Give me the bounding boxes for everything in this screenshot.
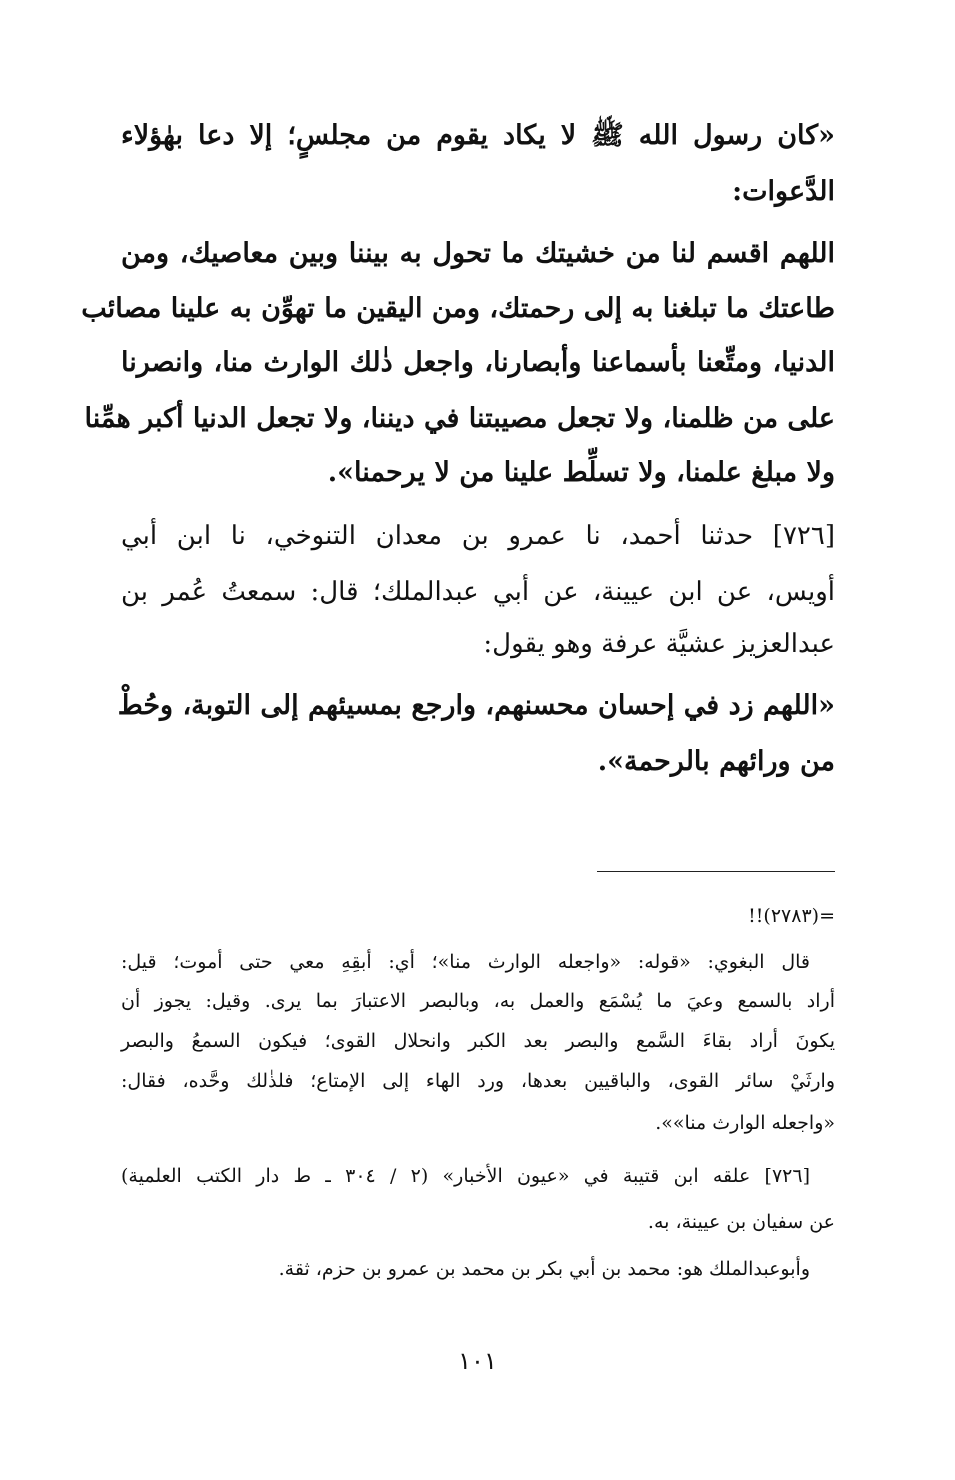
dua-text-line-5: ولا مبلغ علمنا، ولا تسلِّط علينا من لا يرحمنا». — [327, 457, 835, 488]
dua-text-line-3: الدنيا، ومتِّعنا بأسماعنا وأبصارنا، واجعل ذٰلك الوارث منا، وانصرنا — [121, 347, 835, 378]
dua-text-line-4: على من ظلمنا، ولا تجعل مصيبتنا في ديننا، ولا تجعل الدنيا أكبر همِّنا — [84, 403, 835, 434]
footnote-line-3: يكونَ أراد بقاءَ السَّمع والبصر بعد الكبر وانحلال القوى؛ فيكون السمعُ والبصر — [121, 1030, 835, 1052]
isnad-line-1: [٧٢٦] حدثنا أحمد، نا عمرو بن معدان التنوخي، نا ابن أبي — [121, 521, 835, 551]
footnote-separator — [597, 871, 835, 872]
footnote-line-4: وارثَيْ سائر القوى، والباقيين بعدها، ورد الهاء إلى الإمتاع؛ فلذٰلك وحَّده، فقال: — [121, 1070, 835, 1092]
footnote-continuation: =(٢٧٨٣)!! — [748, 905, 835, 927]
page-number: ١٠١ — [458, 1347, 497, 1375]
footnote-line-1: قال البغوي: «قوله: «واجعله الوارث منا»؛ أي: أبقِهِ معي حتى أموت؛ قيل: — [121, 951, 810, 973]
footnote-line-8: وأبوعبدالملك هو: محمد بن أبي بكر بن محمد بن عمرو بن حزم، ثقة. — [278, 1258, 810, 1280]
footnote-line-7: عن سفيان بن عيينة، به. — [647, 1211, 835, 1233]
footnote-line-5: «واجعله الوارث منا»». — [655, 1112, 835, 1134]
dua-omar-line-1: «اللهم زد في إحسان محسنهم، وارجع بمسيئهم إلى التوبة، وحُطْ — [117, 690, 835, 721]
isnad-line-2: أويس، عن ابن عيينة، عن أبي عبدالملك؛ قال: سمعتُ عُمر بن — [121, 577, 835, 607]
dua-text-line-1: اللهم اقسم لنا من خشيتك ما تحول به بيننا وبين معاصيك، ومن — [121, 238, 835, 269]
footnote-line-6: [٧٢٦] علقه ابن قتيبة في «عيون الأخبار» (٢ / ٣٠٤ ـ ط دار الكتب العلمية) — [121, 1165, 811, 1187]
hadith-text-line-1: «كان رسول الله ﷺ لا يكاد يقوم من مجلسٍ؛ إلا دعا بهٰؤلاء — [121, 120, 835, 151]
isnad-line-3: عبدالعزيز عشيَّة عرفة وهو يقول: — [483, 629, 835, 659]
dua-omar-line-2: من ورائهم بالرحمة». — [597, 746, 835, 777]
hadith-text-line-2: الدَّعوات: — [732, 176, 835, 207]
footnote-line-2: أراد بالسمع وعيَ ما يُسْمَع والعمل به، وبالبصر الاعتبارَ بما يرى. وقيل: يجوز أن — [121, 990, 835, 1012]
dua-text-line-2: طاعتك ما تبلغنا به إلى رحمتك، ومن اليقين ما تهوِّن به علينا مصائب — [81, 293, 835, 324]
